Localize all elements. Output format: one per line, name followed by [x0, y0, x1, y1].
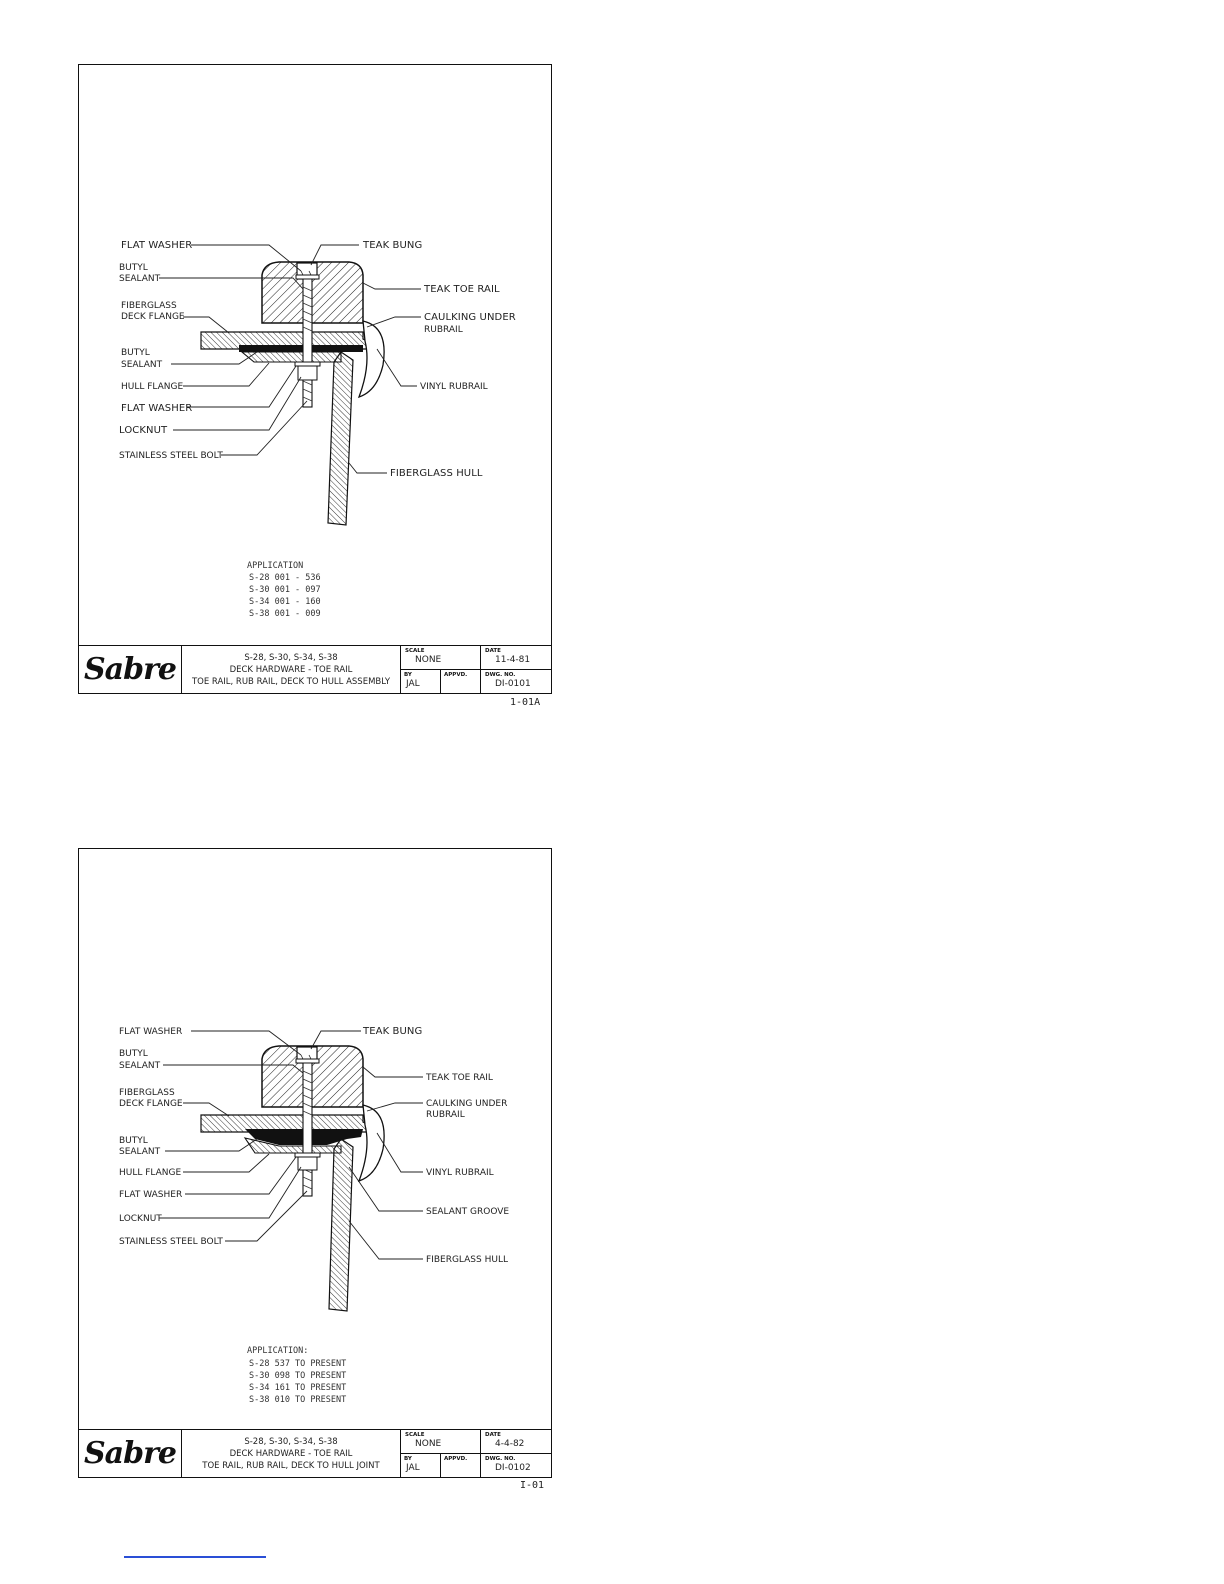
label-butyl-2: BUTYL — [121, 348, 150, 358]
label-butyl-1: BUTYL — [119, 1049, 148, 1059]
deck-joint-diagram-1 — [79, 65, 553, 645]
label-vinyl-rubrail: VINYL RUBRAIL — [426, 1168, 494, 1178]
dwg-number: DI-0101 — [495, 678, 531, 689]
label-flat-washer-bottom: FLAT WASHER — [119, 1190, 183, 1200]
label-caulking-1: CAULKING UNDER — [426, 1099, 508, 1109]
application-line: S-28 537 TO PRESENT — [249, 1359, 347, 1369]
label-fiberglass-hull: FIBERGLASS HULL — [390, 468, 483, 479]
label-locknut: LOCKNUT — [119, 425, 168, 436]
label-deck-flange: DECK FLANGE — [121, 312, 185, 322]
date-value: 11-4-81 — [495, 655, 531, 665]
dwg-number: DI-0102 — [495, 1462, 531, 1473]
label-stainless-steel-bolt: STAINLESS STEEL BOLT — [119, 1237, 223, 1247]
label-fiberglass: FIBERGLASS — [121, 301, 177, 311]
label-sealant-1: SEALANT — [119, 1061, 161, 1071]
flat-washer-bottom — [295, 1153, 320, 1157]
date-cell: DATE 4-4-82 — [481, 1430, 551, 1454]
application-line: S-34 161 TO PRESENT — [249, 1383, 347, 1393]
label-caulking-1: CAULKING UNDER — [424, 312, 516, 323]
sabre-logo: Sabre — [79, 1430, 182, 1477]
title-line: TOE RAIL, RUB RAIL, DECK TO HULL JOINT — [202, 1460, 380, 1471]
application-line: S-30 001 - 097 — [249, 585, 321, 595]
application-line: S-38 001 - 009 — [249, 609, 321, 619]
title-line: TOE RAIL, RUB RAIL, DECK TO HULL ASSEMBLY — [191, 676, 391, 687]
label-locknut: LOCKNUT — [119, 1214, 162, 1224]
drawing-sheet-1 — [78, 64, 552, 694]
by-appvd-cell: BY JAL APPVD. — [401, 1454, 481, 1478]
label-butyl-2: BUTYL — [119, 1136, 148, 1146]
label-teak-bung: TEAK BUNG — [363, 1026, 423, 1037]
label-sealant-1: SEALANT — [119, 274, 161, 284]
title-line: S-28, S-30, S-34, S-38 — [244, 652, 338, 663]
label-butyl-1: BUTYL — [119, 263, 148, 273]
label-flat-washer-bottom: FLAT WASHER — [121, 403, 193, 414]
label-sealant-2: SEALANT — [121, 360, 163, 370]
flat-washer-bottom — [295, 362, 320, 366]
footer-link-underline[interactable] — [124, 1556, 266, 1558]
application-line: S-30 098 TO PRESENT — [249, 1371, 347, 1381]
label-hull-flange: HULL FLANGE — [119, 1168, 182, 1178]
scale-cell: SCALE NONE — [401, 1430, 481, 1454]
scale-value: NONE — [415, 1439, 442, 1449]
dwg-cell: DWG. NO. DI-0102 — [481, 1454, 551, 1478]
by-appvd-cell: BY JAL APPVD. — [401, 670, 481, 694]
scale-value: NONE — [415, 655, 442, 665]
label-flat-washer-top: FLAT WASHER — [119, 1027, 183, 1037]
label-flat-washer-top: FLAT WASHER — [121, 240, 193, 251]
flat-washer-top — [296, 275, 319, 279]
butyl-sealant-band — [239, 345, 363, 352]
scale-cell: SCALE NONE — [401, 646, 481, 670]
label-vinyl-rubrail: VINYL RUBRAIL — [420, 382, 488, 392]
application-line: S-34 001 - 160 — [249, 597, 321, 607]
label-caulking-2: RUBRAIL — [426, 1110, 465, 1120]
sabre-logo: Sabre — [79, 646, 182, 693]
deck-joint-diagram-2 — [79, 849, 553, 1429]
hull-flange — [242, 352, 341, 362]
sheet-number-2: I-01 — [520, 1480, 545, 1491]
fiberglass-hull — [329, 1139, 353, 1311]
label-teak-toe-rail: TEAK TOE RAIL — [424, 284, 500, 295]
label-sealant-2: SEALANT — [119, 1147, 161, 1157]
title-line: S-28, S-30, S-34, S-38 — [244, 1436, 338, 1447]
title-line: DECK HARDWARE - TOE RAIL — [229, 664, 353, 675]
label-teak-bung: TEAK BUNG — [363, 240, 423, 251]
application-heading: APPLICATION — [247, 561, 304, 571]
by-value: JAL — [406, 678, 420, 689]
label-stainless-steel-bolt: STAINLESS STEEL BOLT — [119, 451, 223, 461]
title-block — [79, 645, 551, 693]
date-cell: DATE 11-4-81 — [481, 646, 551, 670]
label-fiberglass-hull: FIBERGLASS HULL — [426, 1255, 508, 1265]
label-hull-flange: HULL FLANGE — [121, 382, 184, 392]
label-caulking-2: RUBRAIL — [424, 325, 463, 335]
title-block — [79, 1429, 551, 1477]
flat-washer-top — [296, 1059, 319, 1063]
by-value: JAL — [406, 1462, 420, 1473]
application-line: S-38 010 TO PRESENT — [249, 1395, 347, 1405]
fiberglass-hull — [328, 352, 353, 525]
drawing-sheet-2 — [78, 848, 552, 1478]
application-line: S-28 001 - 536 — [249, 573, 321, 583]
dwg-cell: DWG. NO. DI-0101 — [481, 670, 551, 694]
label-fiberglass: FIBERGLASS — [119, 1088, 175, 1098]
sheet-number-1: 1-01A — [510, 697, 541, 708]
title-line: DECK HARDWARE - TOE RAIL — [229, 1448, 353, 1459]
application-heading: APPLICATION: — [247, 1346, 309, 1356]
drawing-title — [182, 1430, 401, 1477]
date-value: 4-4-82 — [495, 1439, 525, 1449]
stainless-steel-bolt — [303, 277, 312, 407]
drawing-title — [182, 646, 401, 693]
label-teak-toe-rail: TEAK TOE RAIL — [426, 1073, 493, 1083]
label-sealant-groove: SEALANT GROOVE — [426, 1207, 510, 1217]
label-deck-flange: DECK FLANGE — [119, 1099, 183, 1109]
